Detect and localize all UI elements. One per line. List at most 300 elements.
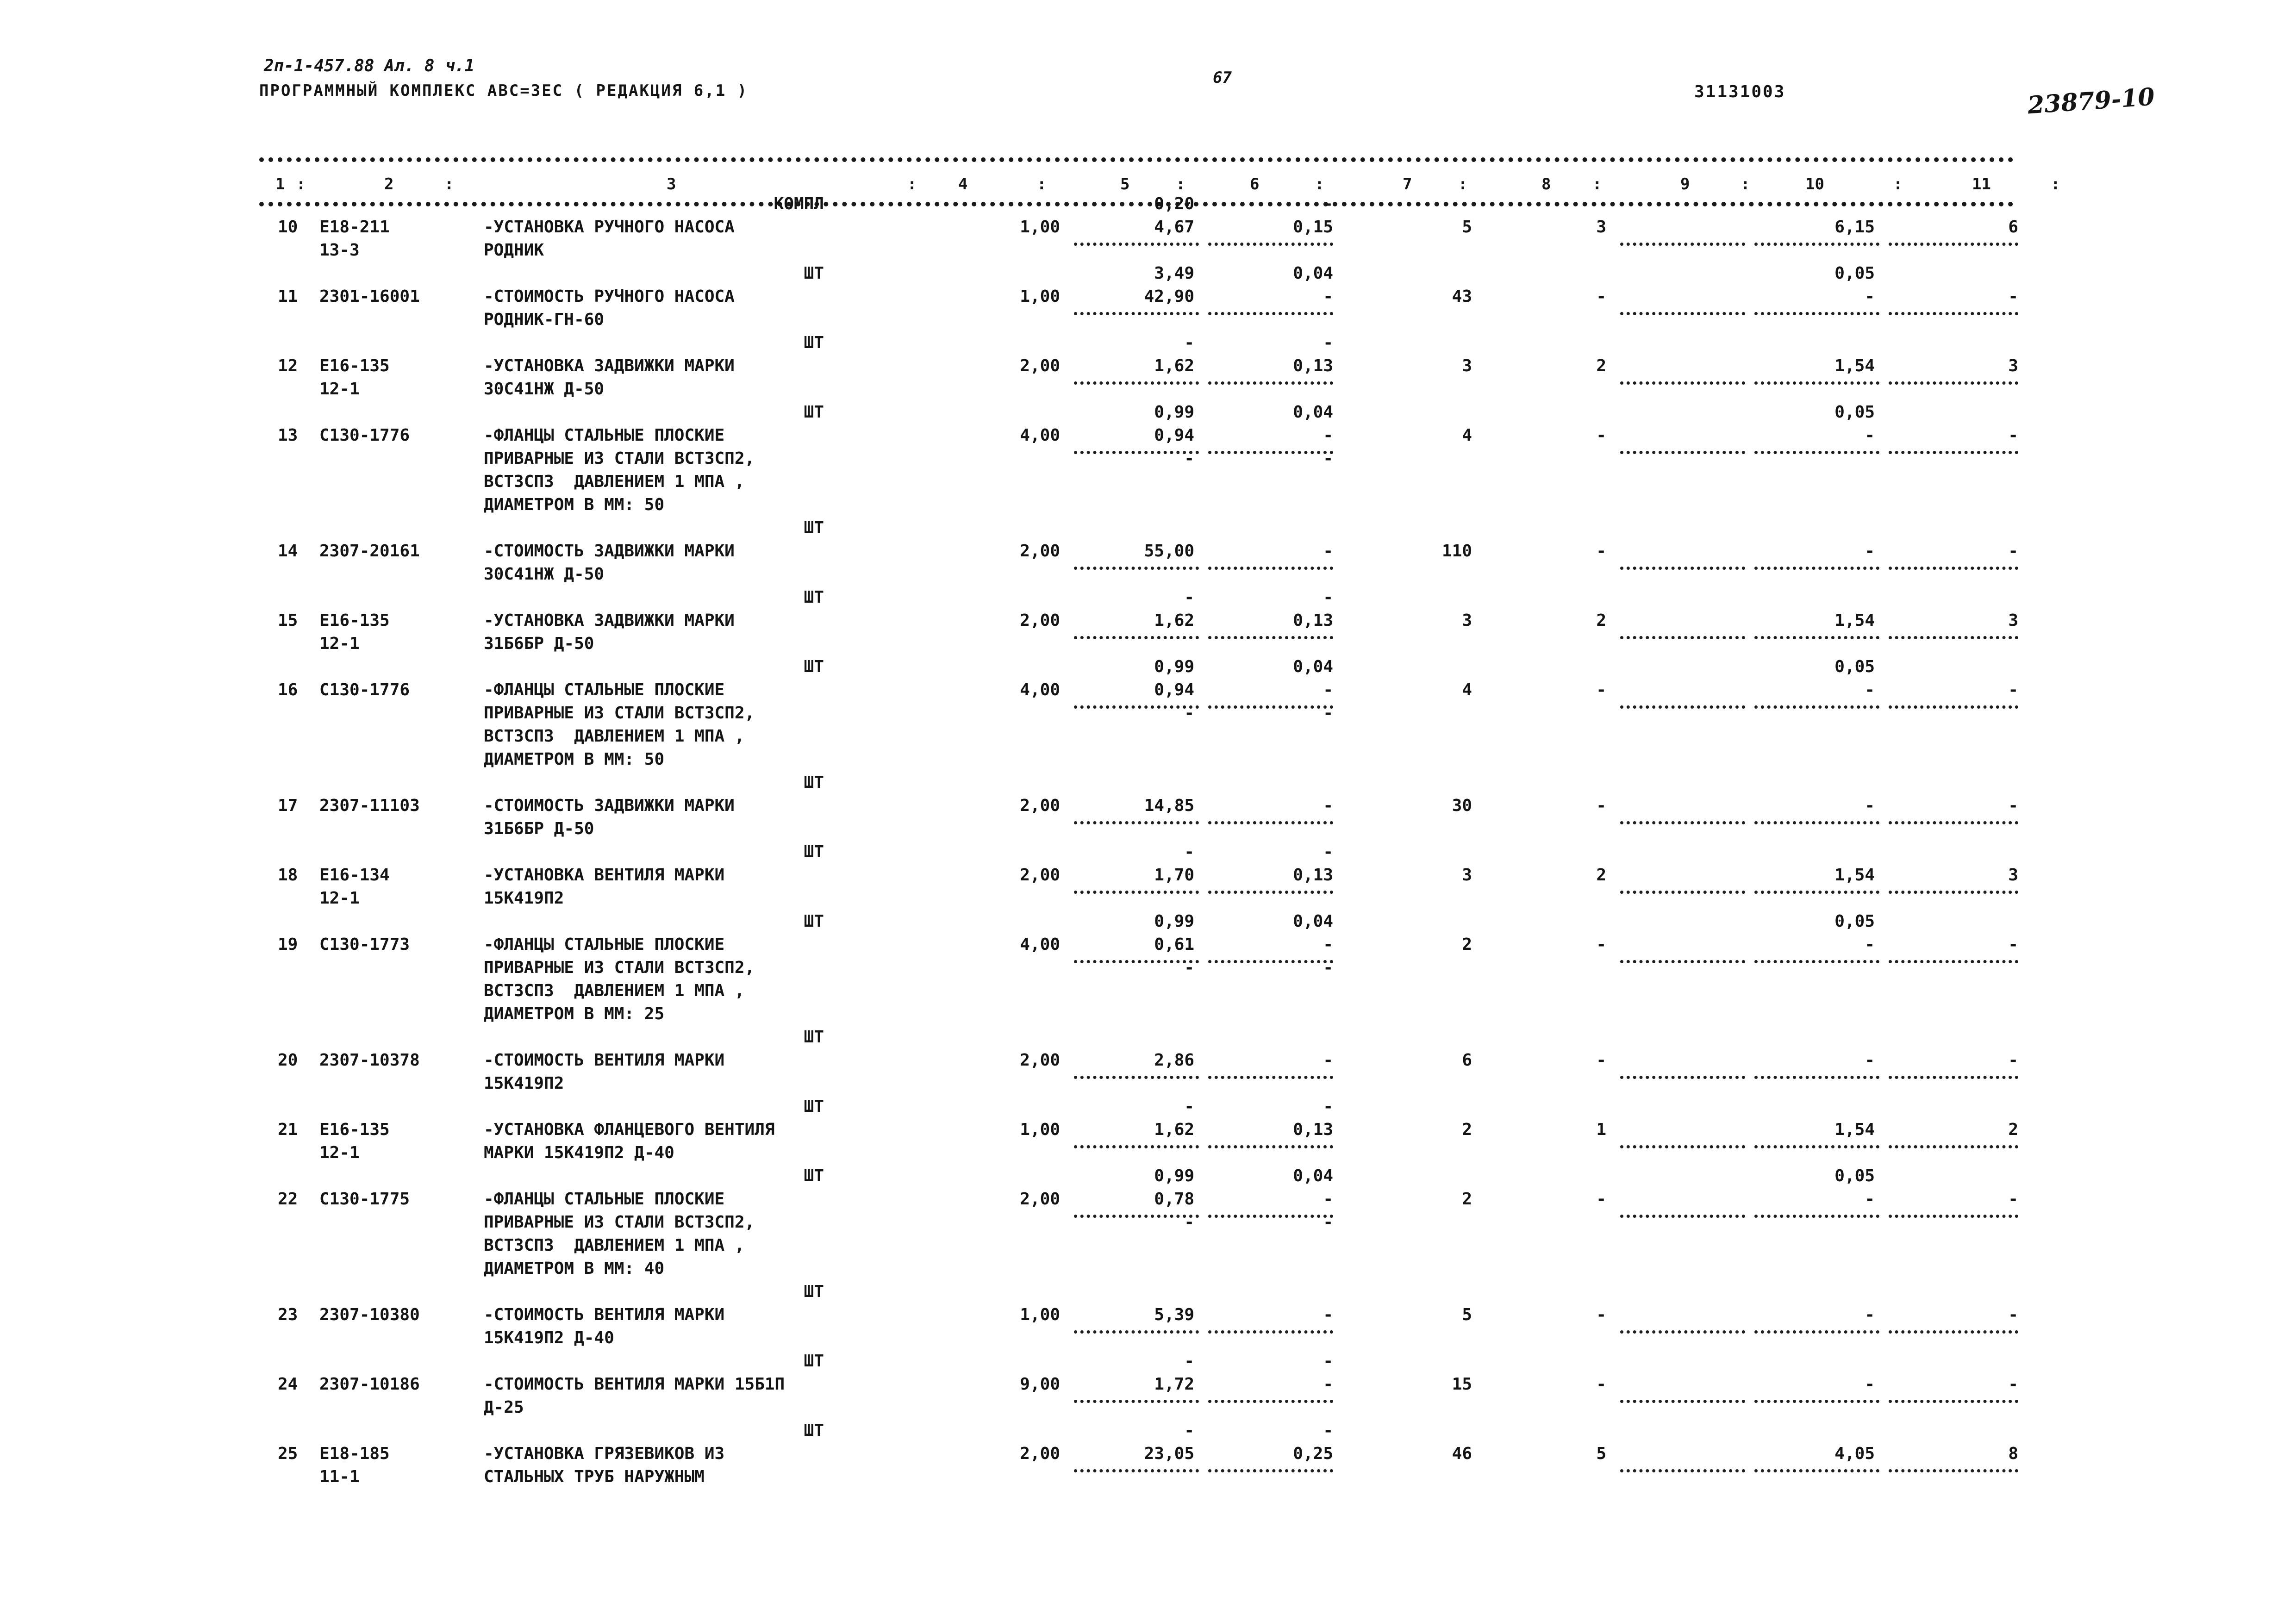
item-description: -ФЛАНЦЫ СТАЛЬНЫЕ ПЛОСКИЕ <box>484 680 725 699</box>
labour-cost-total: 0,05 <box>1834 403 1875 422</box>
machine-total: - <box>1865 542 1875 561</box>
dotted-separator <box>1889 451 2018 454</box>
item-number: 19 <box>278 935 298 954</box>
quantity: 9,00 <box>1020 1375 1060 1394</box>
item-number: 12 <box>278 356 298 375</box>
quantity: 2,00 <box>1020 1051 1060 1070</box>
item-description: РОДНИК <box>484 241 544 260</box>
item-description: 31Б6БР Д-50 <box>484 634 594 653</box>
machine-wage-rate: 0,04 <box>1293 264 1333 283</box>
operating-cost: - <box>1323 287 1333 306</box>
machine-wage-rate: 0,04 <box>1293 912 1333 931</box>
dotted-separator <box>1208 381 1333 385</box>
dotted-separator <box>1620 451 1745 454</box>
column-separator: : <box>2051 175 2060 193</box>
dotted-separator <box>1620 567 1745 570</box>
unit-cost: 42,90 <box>1144 287 1194 306</box>
item-number: 14 <box>278 542 298 561</box>
item-description: -СТОИМОСТЬ ВЕНТИЛЯ МАРКИ 15Б1П <box>484 1375 785 1394</box>
dotted-separator <box>1208 1076 1333 1079</box>
labour-hours: - <box>2008 1375 2018 1394</box>
dotted-separator <box>1754 567 1879 570</box>
wage-rate: - <box>1184 588 1194 607</box>
column-number: 5 <box>1120 175 1130 193</box>
wage-rate: 0,99 <box>1154 657 1194 676</box>
quantity: 4,00 <box>1020 426 1060 445</box>
machine-wage-rate: - <box>1323 1352 1333 1371</box>
item-description: 30С41НЖ Д-50 <box>484 380 605 399</box>
rate-code: 2307-20161 <box>319 542 420 561</box>
dotted-separator <box>1620 1400 1745 1403</box>
machine-total: - <box>1865 287 1875 306</box>
dotted-separator <box>1074 1469 1199 1472</box>
dotted-separator <box>1074 1145 1199 1148</box>
item-number: 17 <box>278 796 298 815</box>
labour-cost-total: 0,05 <box>1834 912 1875 931</box>
operating-cost: - <box>1323 680 1333 699</box>
wage-rate: - <box>1184 1352 1194 1371</box>
dotted-separator <box>1074 1330 1199 1334</box>
wage-rate: - <box>1184 842 1194 861</box>
dotted-separator <box>1754 451 1879 454</box>
item-description: 15К419П2 <box>484 1074 564 1093</box>
dotted-separator <box>1889 891 2018 894</box>
machine-wage-rate: - <box>1323 588 1333 607</box>
column-separator: : <box>1592 175 1602 193</box>
unit-cost: 2,86 <box>1154 1051 1194 1070</box>
wage-total: 5 <box>1596 1444 1606 1463</box>
total-cost: 30 <box>1452 796 1472 815</box>
dotted-separator <box>1208 821 1333 824</box>
column-separator: : <box>1315 175 1324 193</box>
quantity: 2,00 <box>1020 1444 1060 1463</box>
total-cost: 3 <box>1462 866 1472 885</box>
labour-hours: - <box>2008 796 2018 815</box>
dotted-separator <box>1620 1076 1745 1079</box>
unit-cost: 55,00 <box>1144 542 1194 561</box>
dotted-separator <box>1074 312 1199 315</box>
operating-cost: - <box>1323 542 1333 561</box>
dotted-separator <box>1620 1330 1745 1334</box>
dotted-separator <box>1208 243 1333 246</box>
wage-rate: - <box>1184 449 1194 468</box>
total-cost: 3 <box>1462 611 1472 630</box>
rate-code: Е18-211 <box>319 218 390 237</box>
quantity: 2,00 <box>1020 611 1060 630</box>
machine-wage-rate: - <box>1323 1097 1333 1116</box>
unit-of-measure: ШТ <box>804 1166 824 1185</box>
unit-cost: 14,85 <box>1144 796 1194 815</box>
unit-cost: 4,67 <box>1154 218 1194 237</box>
dotted-separator <box>1754 821 1879 824</box>
rate-code: 12-1 <box>319 1143 360 1162</box>
labour-cost-total: 0,05 <box>1834 657 1875 676</box>
total-cost: 4 <box>1462 426 1472 445</box>
machine-wage-rate: 0,04 <box>1293 403 1333 422</box>
item-description: ПРИВАРНЫЕ ИЗ СТАЛИ ВСТ3СП2, <box>484 704 755 723</box>
labour-hours: - <box>2008 1051 2018 1070</box>
unit-of-measure: ШТ <box>804 1097 824 1116</box>
quantity: 1,00 <box>1020 218 1060 237</box>
wage-total: - <box>1596 935 1606 954</box>
unit-cost: 1,70 <box>1154 866 1194 885</box>
rate-code: Е16-135 <box>319 611 390 630</box>
machine-total: 1,54 <box>1834 866 1875 885</box>
labour-hours: - <box>2008 1190 2018 1209</box>
wage-rate: - <box>1184 958 1194 977</box>
item-description: МАРКИ 15К419П2 Д-40 <box>484 1143 674 1162</box>
total-cost: 3 <box>1462 356 1472 375</box>
item-description: -СТОИМОСТЬ ЗАДВИЖКИ МАРКИ <box>484 796 735 815</box>
rate-code: С130-1776 <box>319 426 410 445</box>
item-description: -УСТАНОВКА ЗАДВИЖКИ МАРКИ <box>484 356 735 375</box>
labour-hours: 2 <box>2008 1120 2018 1139</box>
unit-cost: 0,78 <box>1154 1190 1194 1209</box>
dotted-separator <box>1208 1400 1333 1403</box>
dotted-separator <box>1754 1400 1879 1403</box>
dotted-separator <box>1620 312 1745 315</box>
total-cost: 15 <box>1452 1375 1472 1394</box>
table-top-rule <box>259 157 2014 162</box>
wage-rate: - <box>1184 1097 1194 1116</box>
quantity: 2,00 <box>1020 796 1060 815</box>
column-number: 3 <box>667 175 676 193</box>
dotted-separator <box>1754 705 1879 709</box>
labour-hours: 3 <box>2008 866 2018 885</box>
item-description: -СТОИМОСТЬ РУЧНОГО НАСОСА <box>484 287 735 306</box>
item-description: -ФЛАНЦЫ СТАЛЬНЫЕ ПЛОСКИЕ <box>484 1190 725 1209</box>
item-description: 31Б6БР Д-50 <box>484 819 594 838</box>
item-description: -УСТАНОВКА ВЕНТИЛЯ МАРКИ <box>484 866 725 885</box>
machine-wage-rate: - <box>1323 958 1333 977</box>
wage-rate: 0,99 <box>1154 912 1194 931</box>
column-separator: : <box>444 175 454 193</box>
column-number: 6 <box>1250 175 1260 193</box>
column-number: 8 <box>1541 175 1551 193</box>
item-description: -СТОИМОСТЬ ЗАДВИЖКИ МАРКИ <box>484 542 735 561</box>
column-separator: : <box>1458 175 1468 193</box>
item-description: ДИАМЕТРОМ В ММ: 40 <box>484 1259 665 1278</box>
wage-rate: - <box>1184 704 1194 723</box>
labour-hours: 6 <box>2008 218 2018 237</box>
total-cost: 46 <box>1452 1444 1472 1463</box>
item-number: 13 <box>278 426 298 445</box>
dotted-separator <box>1754 960 1879 963</box>
item-number: 11 <box>278 287 298 306</box>
unit-of-measure: ШТ <box>804 333 824 352</box>
item-number: 21 <box>278 1120 298 1139</box>
rate-code: 2307-10380 <box>319 1305 420 1324</box>
operating-cost: - <box>1323 935 1333 954</box>
rate-code: Е18-185 <box>319 1444 390 1463</box>
unit-of-measure: ШТ <box>804 264 824 283</box>
dotted-separator <box>1889 1400 2018 1403</box>
wage-total: - <box>1596 1375 1606 1394</box>
rate-code: 2307-11103 <box>319 796 420 815</box>
unit-cost: 1,62 <box>1154 356 1194 375</box>
quantity: 4,00 <box>1020 680 1060 699</box>
unit-cost: 23,05 <box>1144 1444 1194 1463</box>
item-number: 24 <box>278 1375 298 1394</box>
dotted-separator <box>1074 381 1199 385</box>
item-description: ДИАМЕТРОМ В ММ: 50 <box>484 750 665 769</box>
dotted-separator <box>1754 636 1879 639</box>
labour-hours: 3 <box>2008 356 2018 375</box>
unit-of-measure: ШТ <box>804 1282 824 1301</box>
wage-total: - <box>1596 287 1606 306</box>
dotted-separator <box>1074 567 1199 570</box>
dotted-separator <box>1889 705 2018 709</box>
dotted-separator <box>1889 821 2018 824</box>
wage-total: - <box>1596 1305 1606 1324</box>
labour-hours: 8 <box>2008 1444 2018 1463</box>
rate-code: С130-1773 <box>319 935 410 954</box>
column-number: 10 <box>1805 175 1824 193</box>
dotted-separator <box>1754 1076 1879 1079</box>
item-description: СТАЛЬНЫХ ТРУБ НАРУЖНЫМ <box>484 1467 705 1486</box>
column-number: 9 <box>1680 175 1690 193</box>
unit-cost: 1,62 <box>1154 1120 1194 1139</box>
column-number: 7 <box>1403 175 1412 193</box>
dotted-separator <box>1208 567 1333 570</box>
unit-cost: 5,39 <box>1154 1305 1194 1324</box>
dotted-separator <box>1620 705 1745 709</box>
rate-code: 2307-10186 <box>319 1375 420 1394</box>
quantity: 2,00 <box>1020 356 1060 375</box>
dotted-separator <box>1620 381 1745 385</box>
unit-cost: 1,72 <box>1154 1375 1194 1394</box>
rate-code: Е16-135 <box>319 356 390 375</box>
item-description: ВСТ3СП3 ДАВЛЕНИЕМ 1 МПА , <box>484 727 745 746</box>
dotted-separator <box>1754 381 1879 385</box>
item-description: ВСТ3СП3 ДАВЛЕНИЕМ 1 МПА , <box>484 981 745 1000</box>
machine-total: - <box>1865 1305 1875 1324</box>
unit-of-measure: КОМПЛ <box>774 194 824 213</box>
dotted-separator <box>1754 1469 1879 1472</box>
dotted-separator <box>1074 636 1199 639</box>
column-separator: : <box>1176 175 1185 193</box>
machine-wage-rate: 0,04 <box>1293 1166 1333 1185</box>
program-title: ПРОГРАММНЫЙ КОМПЛЕКС АВС=ЗЕС ( РЕДАКЦИЯ 6,1 ) <box>259 81 749 100</box>
item-description: ВСТ3СП3 ДАВЛЕНИЕМ 1 МПА , <box>484 472 745 491</box>
unit-of-measure: ШТ <box>804 773 824 792</box>
item-description: -ФЛАНЦЫ СТАЛЬНЫЕ ПЛОСКИЕ <box>484 426 725 445</box>
column-number: 11 <box>1972 175 1991 193</box>
dotted-separator <box>1889 1215 2018 1218</box>
rate-code: 2307-10378 <box>319 1051 420 1070</box>
dotted-separator <box>1889 1145 2018 1148</box>
item-number: 23 <box>278 1305 298 1324</box>
column-number-row <box>259 175 2060 193</box>
machine-total: - <box>1865 796 1875 815</box>
wage-rate: - <box>1184 333 1194 352</box>
dotted-separator <box>1754 1145 1879 1148</box>
dotted-separator <box>1889 1330 2018 1334</box>
dotted-separator <box>1754 891 1879 894</box>
wage-total: - <box>1596 796 1606 815</box>
operating-cost: 0,15 <box>1293 218 1333 237</box>
operating-cost: - <box>1323 1375 1333 1394</box>
dotted-separator <box>1889 1469 2018 1472</box>
dotted-separator <box>1754 1215 1879 1218</box>
labour-hours: - <box>2008 680 2018 699</box>
dotted-separator <box>1620 960 1745 963</box>
item-description: -СТОИМОСТЬ ВЕНТИЛЯ МАРКИ <box>484 1305 725 1324</box>
total-cost: 5 <box>1462 218 1472 237</box>
total-cost: 2 <box>1462 935 1472 954</box>
dotted-separator <box>1889 381 2018 385</box>
item-description: -ФЛАНЦЫ СТАЛЬНЫЕ ПЛОСКИЕ <box>484 935 725 954</box>
unit-of-measure: ШТ <box>804 518 824 537</box>
dotted-separator <box>1074 1400 1199 1403</box>
machine-wage-rate: - <box>1323 449 1333 468</box>
operating-cost: - <box>1323 1051 1333 1070</box>
total-cost: 2 <box>1462 1120 1472 1139</box>
wage-rate: 0,20 <box>1154 194 1194 213</box>
document-reference: 2п-1-457.88 Ал. 8 ч.1 <box>264 56 475 75</box>
column-number: 1 <box>275 175 285 193</box>
item-description: ДИАМЕТРОМ В ММ: 25 <box>484 1004 665 1023</box>
machine-wage-rate: - <box>1323 1213 1333 1232</box>
item-description: Д-25 <box>484 1398 524 1417</box>
dotted-separator <box>1889 567 2018 570</box>
dotted-separator <box>1074 891 1199 894</box>
machine-wage-rate: - <box>1323 842 1333 861</box>
operating-cost: 0,13 <box>1293 1120 1333 1139</box>
quantity: 2,00 <box>1020 866 1060 885</box>
unit-of-measure: ШТ <box>804 1352 824 1371</box>
unit-of-measure: ШТ <box>804 842 824 861</box>
operating-cost: - <box>1323 796 1333 815</box>
unit-of-measure: ШТ <box>804 588 824 607</box>
rate-code: 2301-16001 <box>319 287 420 306</box>
machine-wage-rate: - <box>1323 333 1333 352</box>
dotted-separator <box>1889 1076 2018 1079</box>
quantity: 1,00 <box>1020 287 1060 306</box>
labour-hours: 3 <box>2008 611 2018 630</box>
labour-cost-total: 0,05 <box>1834 1166 1875 1185</box>
unit-of-measure: ШТ <box>804 657 824 676</box>
wage-total: 2 <box>1596 356 1606 375</box>
quantity: 1,00 <box>1020 1305 1060 1324</box>
dotted-separator <box>1889 243 2018 246</box>
quantity: 2,00 <box>1020 1190 1060 1209</box>
wage-rate: 0,99 <box>1154 403 1194 422</box>
dotted-separator <box>1620 891 1745 894</box>
wage-rate: - <box>1184 1421 1194 1440</box>
dotted-separator <box>1889 636 2018 639</box>
rate-code: Е16-134 <box>319 866 390 885</box>
unit-of-measure: ШТ <box>804 1421 824 1440</box>
total-cost: 43 <box>1452 287 1472 306</box>
wage-total: - <box>1596 542 1606 561</box>
item-description: -СТОИМОСТЬ ВЕНТИЛЯ МАРКИ <box>484 1051 725 1070</box>
item-description: -УСТАНОВКА РУЧНОГО НАСОСА <box>484 218 735 237</box>
item-description: 30С41НЖ Д-50 <box>484 565 605 584</box>
unit-of-measure: ШТ <box>804 403 824 422</box>
quantity: 1,00 <box>1020 1120 1060 1139</box>
machine-wage-rate: - <box>1323 1421 1333 1440</box>
wage-total: - <box>1596 680 1606 699</box>
dotted-separator <box>1754 243 1879 246</box>
item-description: 15К419П2 Д-40 <box>484 1328 614 1347</box>
item-description: 15К419П2 <box>484 889 564 908</box>
operating-cost: 0,25 <box>1293 1444 1333 1463</box>
wage-total: - <box>1596 426 1606 445</box>
wage-rate: 0,99 <box>1154 1166 1194 1185</box>
item-description: ПРИВАРНЫЕ ИЗ СТАЛИ ВСТ3СП2, <box>484 449 755 468</box>
dotted-separator <box>1620 1215 1745 1218</box>
machine-total: 4,05 <box>1834 1444 1875 1463</box>
wage-total: - <box>1596 1190 1606 1209</box>
dotted-separator <box>1754 312 1879 315</box>
total-cost: 2 <box>1462 1190 1472 1209</box>
dotted-separator <box>1620 636 1745 639</box>
operating-cost: - <box>1323 1190 1333 1209</box>
unit-cost: 0,61 <box>1154 935 1194 954</box>
total-cost: 6 <box>1462 1051 1472 1070</box>
machine-wage-rate: - <box>1323 194 1333 213</box>
dotted-separator <box>1074 243 1199 246</box>
dotted-separator <box>1620 821 1745 824</box>
item-number: 16 <box>278 680 298 699</box>
unit-cost: 0,94 <box>1154 426 1194 445</box>
column-separator: : <box>1893 175 1903 193</box>
wage-rate: 3,49 <box>1154 264 1194 283</box>
document-code: 31131003 <box>1694 82 1786 101</box>
quantity: 2,00 <box>1020 542 1060 561</box>
dotted-separator <box>1208 1330 1333 1334</box>
item-description: -УСТАНОВКА ГРЯЗЕВИКОВ ИЗ <box>484 1444 725 1463</box>
dotted-separator <box>1620 243 1745 246</box>
item-number: 22 <box>278 1190 298 1209</box>
wage-total: 1 <box>1596 1120 1606 1139</box>
machine-total: - <box>1865 680 1875 699</box>
item-number: 25 <box>278 1444 298 1463</box>
wage-total: 2 <box>1596 866 1606 885</box>
handwritten-number: 23879-10 <box>2027 82 2156 120</box>
machine-total: - <box>1865 1051 1875 1070</box>
machine-total: - <box>1865 935 1875 954</box>
item-description: ПРИВАРНЫЕ ИЗ СТАЛИ ВСТ3СП2, <box>484 1213 755 1232</box>
dotted-separator <box>1208 312 1333 315</box>
operating-cost: 0,13 <box>1293 611 1333 630</box>
labour-hours: - <box>2008 287 2018 306</box>
item-description: -УСТАНОВКА ФЛАНЦЕВОГО ВЕНТИЛЯ <box>484 1120 775 1139</box>
column-number: 2 <box>384 175 394 193</box>
machine-total: - <box>1865 1190 1875 1209</box>
labour-cost-total: 0,05 <box>1834 264 1875 283</box>
dotted-separator <box>1074 821 1199 824</box>
rate-code: Е16-135 <box>319 1120 390 1139</box>
machine-total: 1,54 <box>1834 356 1875 375</box>
item-number: 18 <box>278 866 298 885</box>
labour-hours: - <box>2008 1305 2018 1324</box>
dotted-separator <box>1074 1076 1199 1079</box>
dotted-separator <box>1620 1469 1745 1472</box>
labour-hours: - <box>2008 426 2018 445</box>
total-cost: 5 <box>1462 1305 1472 1324</box>
column-separator: : <box>296 175 306 193</box>
machine-total: 6,15 <box>1834 218 1875 237</box>
unit-of-measure: ШТ <box>804 912 824 931</box>
dotted-separator <box>1208 1469 1333 1472</box>
operating-cost: - <box>1323 1305 1333 1324</box>
quantity: 4,00 <box>1020 935 1060 954</box>
wage-total: - <box>1596 1051 1606 1070</box>
labour-hours: - <box>2008 542 2018 561</box>
item-description: РОДНИК-ГН-60 <box>484 310 605 329</box>
